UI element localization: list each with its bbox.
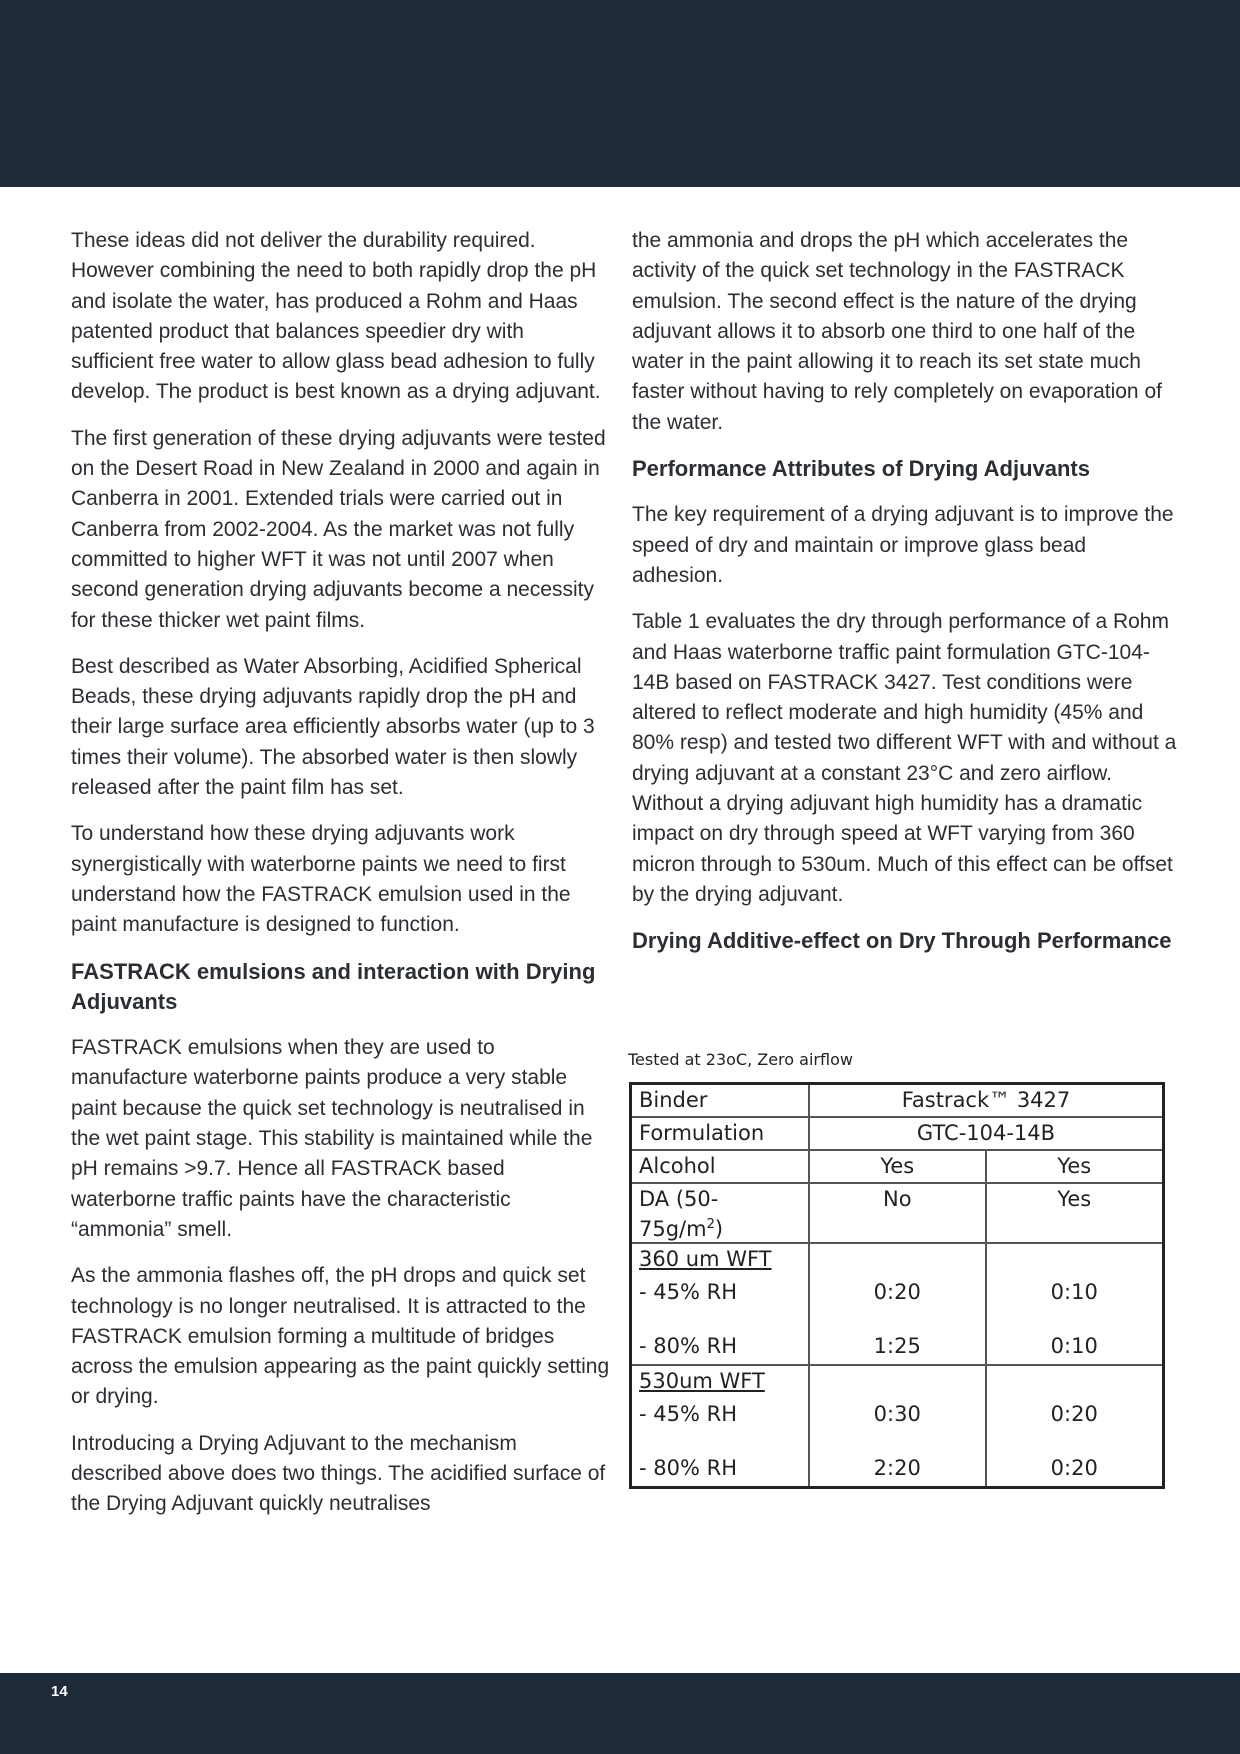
table-cell: 0:20	[1050, 1402, 1098, 1426]
paragraph: The first generation of these drying adjuvants were tested on the Desert Road in New Zealand in 2000 and again in Canberra in 2001. Extended trials were carried out in Canberra from 2002-2004. As the market was not fully committed to higher WFT it was not until 2007 when second generation drying adjuvants become a necessity for these thicker wet paint films.	[71, 426, 606, 632]
row-label: Formulation	[631, 1117, 810, 1150]
section-heading: Performance Attributes of Drying Adjuvants	[632, 456, 1090, 482]
header-band	[0, 0, 1240, 187]
row-label: - 45% RH	[639, 1402, 737, 1426]
row-label	[631, 1183, 810, 1243]
table-cell: Yes	[986, 1150, 1164, 1183]
footer-band	[0, 1673, 1240, 1754]
group-values	[809, 1243, 986, 1365]
spacer	[817, 1366, 978, 1396]
table-cell: Yes	[986, 1183, 1164, 1243]
table-heading: Drying Additive-effect on Dry Through Performance	[632, 928, 1172, 954]
left-column	[71, 226, 611, 1536]
table-cell: 0:10	[1050, 1280, 1098, 1304]
row-label: - 45% RH	[639, 1280, 737, 1304]
table-row	[631, 1117, 1164, 1150]
page-number: 14	[51, 1683, 68, 1700]
paragraph: To understand how these drying adjuvants work synergistically with waterborne paints we need to first understand how the FASTRACK emulsion used in the paint manufacture is designed to function.	[71, 822, 571, 937]
table-row	[631, 1150, 1164, 1183]
section-heading: FASTRACK emulsions and interaction with Drying Adjuvants	[71, 958, 596, 1014]
table-cell: Fastrack™ 3427	[809, 1084, 1164, 1118]
table-row	[631, 1084, 1164, 1118]
table-cell: Yes	[809, 1150, 986, 1183]
spacer	[994, 1366, 1155, 1396]
paragraph: Introducing a Drying Adjuvant to the mechanism described above does two things. The acidified surface of the Drying Adjuvant quickly neutralises	[71, 1431, 606, 1516]
table-cell: 1:25	[873, 1334, 921, 1358]
group-label	[631, 1365, 810, 1488]
row-label: Binder	[631, 1084, 810, 1118]
table-cell: 0:20	[873, 1280, 921, 1304]
drying-additive-table	[629, 1082, 1165, 1489]
group-title: 530um WFT	[639, 1369, 765, 1393]
group-label	[631, 1243, 810, 1365]
group-values	[986, 1365, 1164, 1488]
row-label: - 80% RH	[639, 1334, 737, 1358]
paragraph: Best described as Water Absorbing, Acidified Spherical Beads, these drying adjuvants rapidly drop the pH and their large surface area efficiently absorbs water (up to 3 times their volume). The absorbed water is then slowly released after the paint film has set.	[71, 654, 595, 800]
table-group-row	[631, 1243, 1164, 1365]
table-cell: 0:20	[1050, 1456, 1098, 1480]
row-label: Alcohol	[631, 1150, 810, 1183]
paragraph: FASTRACK emulsions when they are used to manufacture waterborne paints produce a very stable paint because the quick set technology is neutralised in the wet paint stage. This stability is maintained while the pH remains >9.7. Hence all FASTRACK based waterborne traffic paints have the characteristic “ammonia” smell.	[71, 1036, 593, 1241]
row-label-line: DA (50-	[639, 1187, 719, 1211]
paragraph: Table 1 evaluates the dry through performance of a Rohm and Haas waterborne traffic paint formulation GTC-104-14B based on FASTRACK 3427. Test conditions were altered to reflect moderate and high humidity (45% and 80% resp) and tested two different WFT with and without a drying adjuvant at a constant 23°C and zero airflow. Without a drying adjuvant high humidity has a dramatic impact on dry through speed at WFT varying from 360 micron through to 530um. Much of this effect can be offset by the drying adjuvant.	[632, 610, 1177, 906]
table-cell: No	[809, 1183, 986, 1243]
table-cell: 2:20	[873, 1456, 921, 1480]
group-values	[809, 1365, 986, 1488]
paragraph: These ideas did not deliver the durability required. However combining the need to both rapidly drop the pH and isolate the water, has produced a Rohm and Haas patented product that balances speedier dry with sufficient free water to allow glass bead adhesion to fully develop. The product is best known as a drying adjuvant.	[71, 229, 601, 404]
table-row	[631, 1183, 1164, 1243]
paragraph: The key requirement of a drying adjuvant is to improve the speed of dry and maintain or improve glass bead adhesion.	[632, 503, 1174, 587]
paragraph: As the ammonia flashes off, the pH drops and quick set technology is no longer neutralised. It is attracted to the FASTRACK emulsion forming a multitude of bridges across the emulsion appearing as the paint quickly setting or drying.	[71, 1264, 610, 1409]
row-label-line	[639, 1212, 801, 1242]
row-label-text: 75g/m	[639, 1217, 707, 1241]
right-column	[632, 226, 1177, 973]
spacer	[994, 1244, 1155, 1274]
group-title: 360 um WFT	[639, 1247, 772, 1271]
table-cell: 0:10	[1050, 1334, 1098, 1358]
spacer	[817, 1244, 978, 1274]
table-note: Tested at 23oC, Zero airflow	[628, 1050, 853, 1069]
table-cell: 0:30	[873, 1402, 921, 1426]
table-cell: GTC-104-14B	[809, 1117, 1164, 1150]
group-values	[986, 1243, 1164, 1365]
table-group-row	[631, 1365, 1164, 1488]
paragraph: the ammonia and drops the pH which accelerates the activity of the quick set technology in the FASTRACK emulsion. The second effect is the nature of the drying adjuvant allows it to absorb one third to one half of the water in the paint allowing it to reach its set state much faster without having to rely completely on evaporation of the water.	[632, 229, 1162, 434]
row-label: - 80% RH	[639, 1456, 737, 1480]
row-label-text: )	[714, 1217, 724, 1241]
superscript: 2	[706, 1217, 715, 1232]
